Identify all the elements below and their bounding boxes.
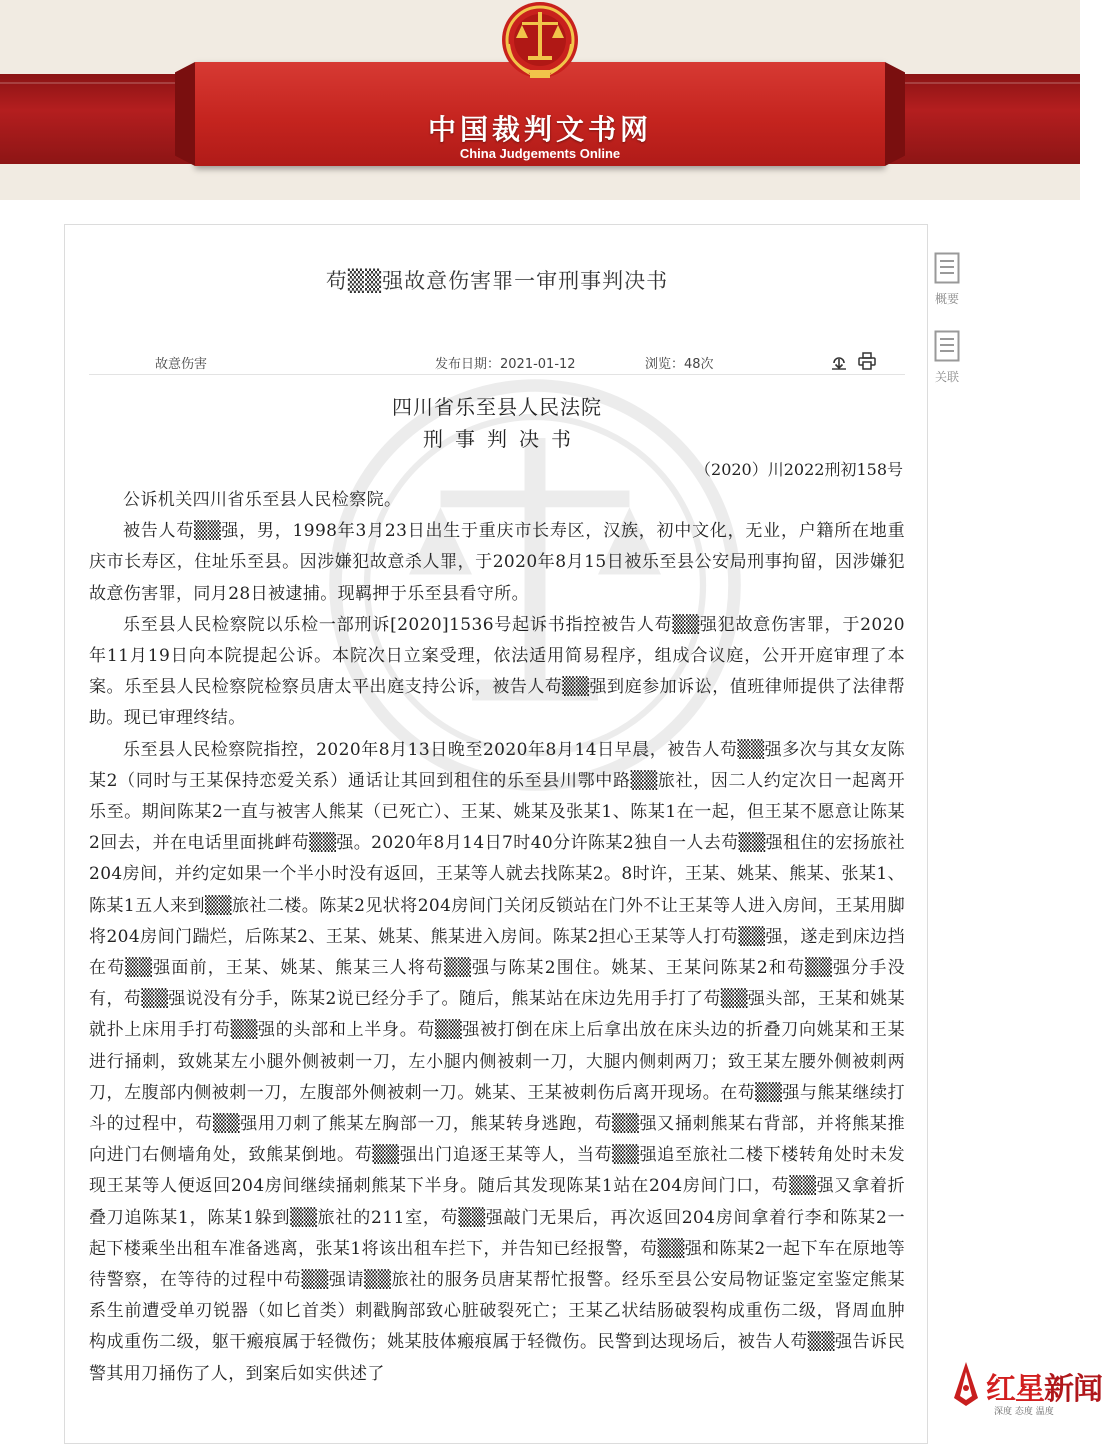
document-list-icon <box>934 330 960 362</box>
print-icon[interactable] <box>857 351 877 371</box>
paragraph-charges: 乐至县人民检察院指控，2020年8月13日晚至2020年8月14日早晨，被告人苟▒▒强多次与其女友陈某2（同时与王某保持恋爱关系）通话让其回到租住的乐至县川鄂中路▒▒旅社，因二人约定次日一起离开乐至。期间陈某2一直与被害人熊某（已死亡）、王某、姚某及张某1、陈某1在一起，但王某不愿意让陈某2回去，并在电话里面挑衅苟▒▒强。2020年8月14日7时40分许陈某2独自一人去苟▒▒强租住的宏扬旅社204房间，并约定如果一个半小时没有返回，王某等人就去找陈某2。8时许，王某、姚某、熊某、张某1、陈某1五人来到▒▒旅社二楼。陈某2见状将204房间门关闭反锁站在门外不让王某等人进入房间，王某用脚将204房间门踹烂，后陈某2、王某、姚某、熊某进入房间。陈某2担心王某等人打苟▒▒强，遂走到床边挡在苟▒▒强面前，王某、姚某、熊某三人将苟▒▒强与陈某2围住。姚某、王某问陈某2和苟▒▒强分手没有，苟▒▒强说没有分手，陈某2说已经分手了。随后，熊某站在床边先用手打了苟▒▒强头部，王某和姚某就扑上床用手打苟▒▒强的头部和上半身。苟▒▒强被打倒在床上后拿出放在床头边的折叠刀向姚某和王某进行捅刺，致姚某左小腿外侧被刺一刀，左小腿内侧被刺一刀，大腿内侧刺两刀；致王某左腰外侧被刺两刀，左腹部内侧被刺一刀，左腹部外侧被刺一刀。姚某、王某被刺伤后离开现场。在苟▒▒强与熊某继续打斗的过程中，苟▒▒强用刀刺了熊某左胸部一刀，熊某转身逃跑，苟▒▒强又捅刺熊某右背部，并将熊某推向进门右侧墙角处，致熊某倒地。苟▒▒强出门追逐王某等人，当苟▒▒强追至旅社二楼下楼转角处时未发现王某等人便返回204房间继续捅刺熊某下半身。随后其发现陈某1站在204房间门口，苟▒▒强又拿着折叠刀追陈某1，陈某1躲到▒▒旅社的211室，苟▒▒强敲门无果后，再次返回204房间拿着行李和陈某2一起下楼乘坐出租车准备逃离，张某1将该出租车拦下，并告知已经报警，苟▒▒强和陈某2一起下车在原地等待警察，在等待的过程中苟▒▒强请▒▒旅社的服务员唐某帮忙报警。经乐至县公安局物证鉴定室鉴定熊某系生前遭受单刃锐器（如匕首类）刺戳胸部致心脏破裂死亡；王某乙状结肠破裂构成重伤二级，肾周血肿构成重伤二级，躯干瘢痕属于轻微伤；姚某肢体瘢痕属于轻微伤。民警到达现场后，被告人苟▒▒强告诉民警其用刀捅伤了人，到案后如实供述了 <box>89 739 905 1384</box>
site-name: 中国裁判文书网 <box>427 113 652 146</box>
document-type: 刑事判决书 <box>423 427 583 451</box>
paragraph-procedure: 乐至县人民检察院以乐检一部刑诉[2020]1536号起诉书指控被告人苟▒▒强犯故意伤害罪，于2020年11月19日向本院提起公诉。本院次日立案受理，依法适用简易程序，组成合议庭，公开开庭审理了本案。乐至县人民检察院检察员唐太平出庭支持公诉，被告人苟▒▒强到庭参加诉讼，值班律师提供了法律帮助。现已审理终结。 <box>89 614 905 729</box>
site-subtitle: China Judgements Online <box>459 146 621 161</box>
court-emblem-icon <box>496 0 584 88</box>
logo-slogan: 深度 态度 温度 <box>994 1407 1054 1417</box>
case-number: （2020）川2022刑初158号 <box>695 460 903 479</box>
publish-date: 发布日期：2021-01-12 <box>435 357 576 372</box>
document-title: 苟▒▒强故意伤害罪一审刑事判决书 <box>325 269 669 293</box>
document-meta-row <box>89 349 905 375</box>
news-pen-icon <box>946 1358 986 1410</box>
case-cause: 故意伤害 <box>155 357 208 372</box>
document-body <box>89 485 905 1390</box>
logo-name: 红星新闻 <box>986 1372 1102 1407</box>
summary-button[interactable] <box>930 252 964 307</box>
download-icon[interactable] <box>829 351 849 371</box>
document-list-icon <box>934 252 960 284</box>
court-name: 四川省乐至县人民法院 <box>392 395 602 419</box>
paragraph-defendant: 被告人苟▒▒强，男，1998年3月23日出生于重庆市长寿区，汉族，初中文化，无业，户籍所在地重庆市长寿区，住址乐至县。因涉嫌犯故意杀人罪，于2020年8月15日被乐至县公安局刑事拘留，因涉嫌犯故意伤害罪，同月28日被逮捕。现羁押于乐至县看守所。 <box>89 521 905 604</box>
view-count: 浏览：48次 <box>645 357 714 372</box>
related-button[interactable] <box>930 330 964 385</box>
red-star-news-logo <box>946 1358 1102 1422</box>
paragraph-prosecutor: 公诉机关四川省乐至县人民检察院。 <box>123 490 402 510</box>
judgement-document <box>64 224 928 1444</box>
related-label: 关联 <box>934 370 959 384</box>
summary-label: 概要 <box>934 292 959 306</box>
site-banner <box>0 0 1080 200</box>
